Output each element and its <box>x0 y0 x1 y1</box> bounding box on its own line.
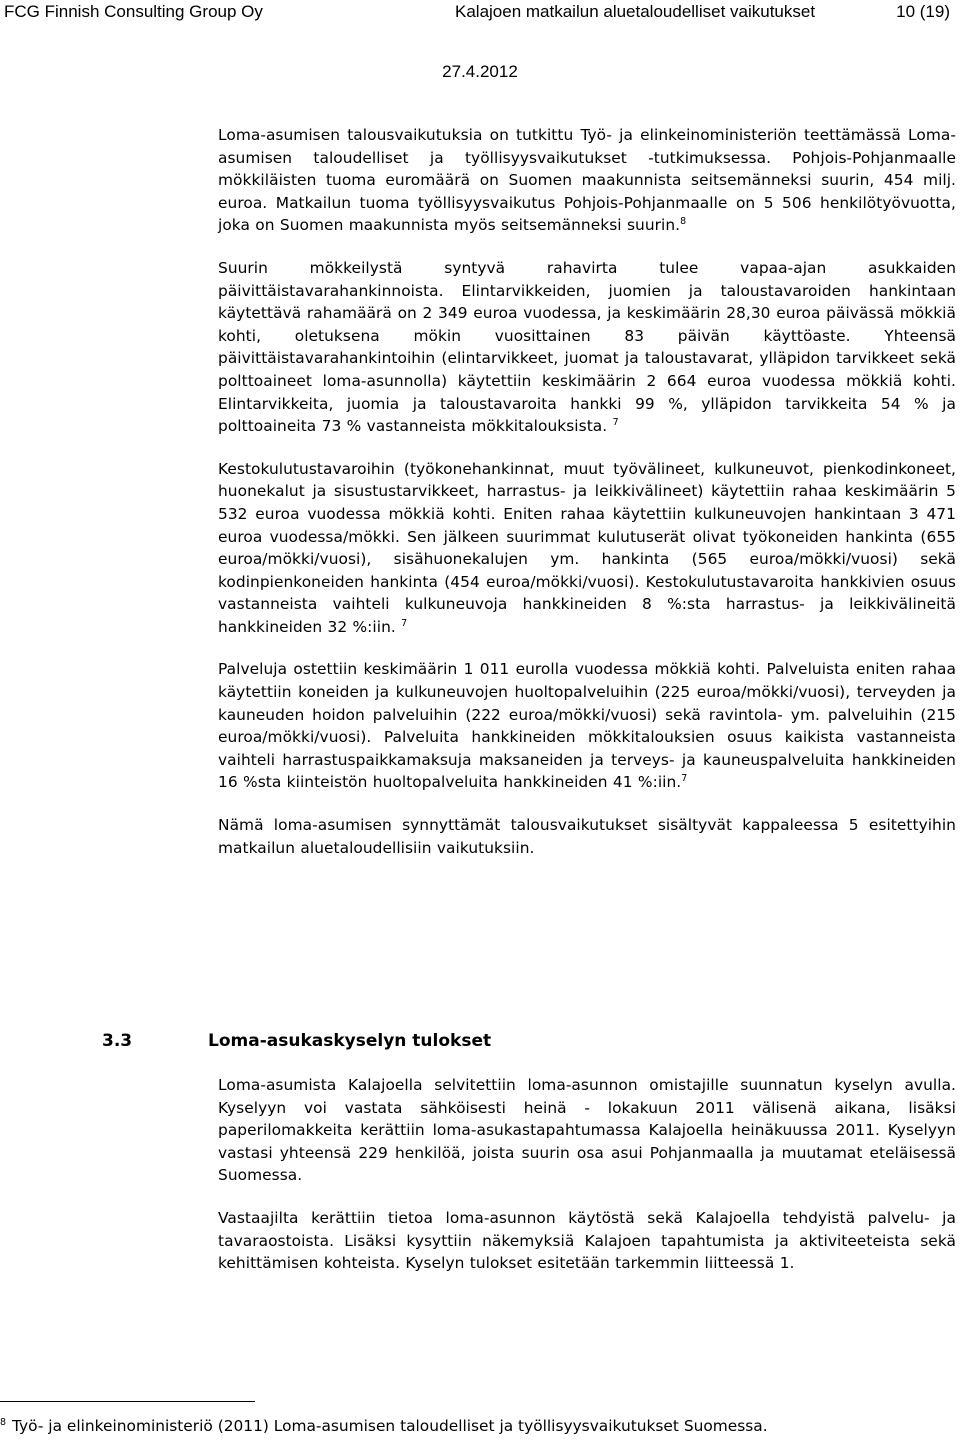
paragraph-text: Loma-asumista Kalajoella selvitettiin loma-asunnon omistajille suunnatun kyselyn avulla. Kyselyyn voi vastata sähköisesti heinä - lokakuun 2011 välisenä aikana, lisäksi paperilomakkeita kerättiin loma-asukastapahtumassa Kalajoella heinäkuussa 2011. Kyselyyn vastasi yhteensä 229 henkilöä, joista suurin osa asui Pohjanmaalla ja muutamat eteläisessä Suomessa. <box>218 1076 956 1185</box>
paragraph-paivittaistavarat <box>218 257 956 438</box>
paragraph-yhteenveto <box>218 814 956 859</box>
paragraph-palvelut <box>218 658 956 794</box>
paragraph-text: Palveluja ostettiin keskimäärin 1 011 eurolla vuodessa mökkiä kohti. Palveluista eniten rahaa käytettiin koneiden ja kulkuneuvojen huoltopalveluihin (225 euroa/mökki/vuosi), terveyden ja kauneuden hoidon palveluihin (222 euroa/mökki/vuosi) sekä ravintola- ym. palveluihin (215 euroa/mökki/vuosi). Palveluita hankkineiden mökkitalouksien osuus kaikista vastanneista vaihteli harrastuspaikkamaksuja maksaneiden ja terveys- ja kauneuspalveluita hankkineiden 16 %sta kiinteistön huoltopalveluita hankkineiden 41 %:iin. <box>218 660 956 792</box>
header-page-number: 10 (19) <box>896 2 950 21</box>
body-section <box>218 124 956 859</box>
paragraph-text: Loma-asumisen talousvaikutuksia on tutkittu Työ- ja elinkeinoministeriön teettämässä Loma-asumisen taloudelliset ja työllisyysvaikutukset -tutkimuksessa. Pohjois-Pohjanmaalle mökkiläisten tuoma euromäärä on Suomen maakunnista seitsemänneksi suurin, 454 milj. euroa. Matkailun tuoma työllisyysvaikutus Pohjois-Pohjanmaalle on 5 506 henkilötyövuotta, joka on Suomen maakunnista myös seitsemänneksi suurin. <box>218 126 956 235</box>
paragraph-text: Vastaajilta kerättiin tietoa loma-asunnon käytöstä sekä Kalajoella tehdyistä palvelu- ja tavaraostoista. Lisäksi kysyttiin näkemyksiä Kalajoen tapahtumista ja aktiviteeteista sekä kehittämisen kohteista. Kyselyn tulokset esitetään tarkemmin liitteessä 1. <box>218 1208 956 1273</box>
paragraph-kestokulutustavarat <box>218 458 956 639</box>
paragraph-vastaajat <box>218 1207 956 1275</box>
header-title: Kalajoen matkailun aluetaloudelliset vaikutukset <box>455 2 816 21</box>
section-number: 3.3 <box>102 1031 133 1051</box>
header-company: FCG Finnish Consulting Group Oy <box>4 2 263 21</box>
page-header <box>0 0 960 28</box>
footnote <box>0 1416 960 1436</box>
paragraph-text: Kestokulutustavaroihin (työkonehankinnat, muut työvälineet, kulkuneuvot, pienkodinkoneet, huonekalut ja sisustustarvikkeet, harrastus- ja leikkivälineet) käytettiin rahaa keskimäärin 5 532 euroa vuodessa mökkiä kohti. Eniten rahaa käytettiin kulkuneuvojen hankintaan 3 471 euroa vuodessa/mökki. Sen jälkeen suurimmat kulutuserät olivat työkoneiden hankinta (655 euroa/mökki/vuosi), sisähuonekalujen ym. hankinta (565 euroa/mökki/vuosi) sekä kodinpienkoneiden hankinta (454 euroa/mökki/vuosi). Kestokulutustavaroita hankkivien osuus vastanneista vaihteli kulkuneuvoja hankkineiden 8 %:sta harrastus- ja leikkivälineitä hankkineiden 32 %:iin. <box>218 459 956 636</box>
footnote-ref: 8 <box>680 216 687 228</box>
footnote-mark: 8 <box>0 1416 7 1428</box>
footnote-text: Työ- ja elinkeinoministeriö (2011) Loma-asumisen taloudelliset ja työllisyysvaikutukset Suomessa. <box>12 1417 768 1435</box>
header-date: 27.4.2012 <box>442 62 518 81</box>
footnote-ref: 7 <box>681 773 688 785</box>
paragraph-kysely <box>218 1074 956 1187</box>
paragraph-text: Suurin mökkeilystä syntyvä rahavirta tulee vapaa-ajan asukkaiden päivittäistavarahankinnoista. Elintarvikkeiden, juomien ja taloustavaroiden hankintaan käytettävä rahamäärä on 2 349 euroa vuodessa, ja keskimäärin 28,30 euroa päivässä mökkiä kohti, oletuksena mökin vuosittainen 83 päivän käyttöaste. Yhteensä päivittäistavarahankintoihin (elintarvikkeet, juomat ja taloustavarat, ylläpidon tarvikkeet sekä polttoaineet loma-asunnolla) käytettiin keskimäärin 2 664 euroa vuodessa mökkiä kohti. Elintarvikkeita, juomia ja taloustavaroita hankki 99 %, ylläpidon tarvikkeita 54 % ja polttoaineita 73 % vastanneista mökkitalouksista. <box>218 258 956 436</box>
footnote-divider <box>0 1401 255 1402</box>
paragraph-talousvaikutukset <box>218 124 956 237</box>
footnote-ref: 7 <box>401 617 408 629</box>
paragraph-text: Nämä loma-asumisen synnyttämät talousvaikutukset sisältyvät kappaleessa 5 esitettyihin matkailun aluetaloudellisiin vaikutuksiin. <box>218 816 956 857</box>
section-title: Loma-asukaskyselyn tulokset <box>208 1031 492 1051</box>
section-body <box>218 1074 956 1275</box>
footnote-ref: 7 <box>612 417 619 428</box>
